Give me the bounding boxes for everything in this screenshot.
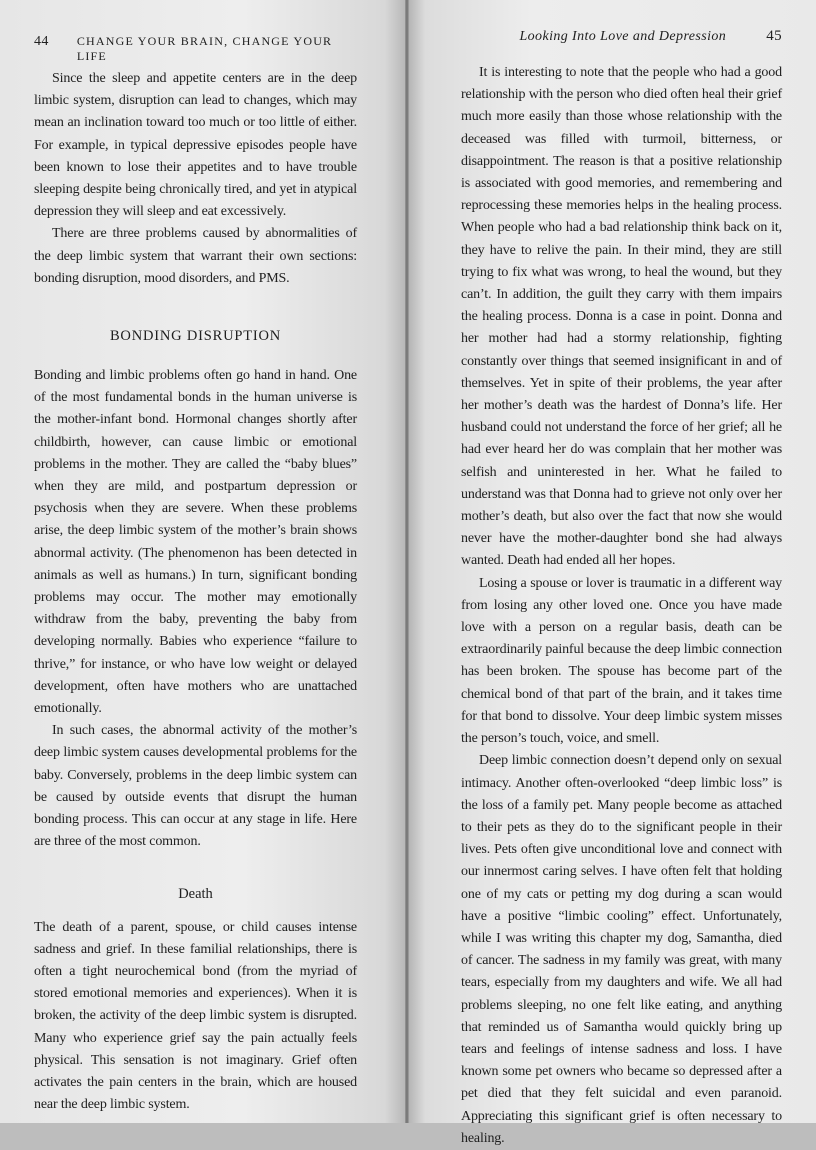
left-running-title: CHANGE YOUR BRAIN, CHANGE YOUR LIFE xyxy=(76,34,333,63)
left-page-number: 44 xyxy=(34,34,49,49)
subsection-heading: Death xyxy=(178,885,213,902)
paragraph: It is interesting to note that the people who had a good relationship with the person who died often heal their grief much more easily than those whose relationship with the deceased was filled with turmoil, bitterness, or disappointment. The reason is that a positive relationship is associated with good memories, and remembering and reprocessing these memories helps in the healing process. When people who had a bad relationship think back on it, they have to relive the pain. In their mind, they are still trying to fix what was wrong, to heal the wound, but they can’t. In addition, the guilt they carry with them impairs the healing process. Donna is a case in point. Donna and her mother had had a stormy relationship, fighting constantly over things that seemed insignificant in and of themselves. Yet in spite of their problems, the year after her mother’s death was the hardest of Donna’s life. Her husband could not understand the force of her grief; all he had ever heard her do was complain that her mother was selfish and uninterested in her. What he failed to understand was that Donna had to grieve not only over her mother’s death, but also over the fact that now she would never have the mother-daughter bond she had always wanted. Death had ended all her hopes. xyxy=(461,65,782,569)
paragraph: There are three problems caused by abnormalities of the deep limbic system that warrant their own sections: bonding disruption, mood disorders, and PMS. xyxy=(34,226,357,286)
paragraph: Bonding and limbic problems often go hand in hand. One of the most fundamental bonds in the human universe is the mother-infant bond. Hormonal changes shortly after childbirth, however, can cause limbic or emotional problems in the mother. They are called the “baby blues” when they are mild, and postpartum depression or psychosis when they are severe. When these problems arise, the deep limbic system of the mother’s brain shows abnormal activity. (The phenomenon has been detected in animals as well as humans.) In turn, significant bonding problems may occur. The mother may emotionally withdraw from the baby, preventing the baby from developing normally. Babies who experience “failure to thrive,” for instance, or who have low weight or delayed development, often have mothers who are unattached emotionally. xyxy=(34,368,357,717)
paragraph: In such cases, the abnormal activity of the mother’s deep limbic system causes developmental problems for the baby. Conversely, problems in the deep limbic system can be caused by outside events that disrupt the human bonding process. This can occur at any stage in life. Here are three of the most common. xyxy=(34,723,357,850)
paragraph: Losing a spouse or lover is traumatic in a different way from losing any other loved one. Once you have made love with a person on a regular basis, death can be extraordinarily painful because the deep limbic connection has been broken. The spouse has become part of the chemical bond of that part of the brain, and it takes time for that bond to dissolve. Your deep limbic system misses the person’s touch, voice, and smell. xyxy=(461,575,782,747)
right-running-title: Looking Into Love and Depression xyxy=(519,29,727,44)
left-page xyxy=(0,0,405,1123)
paragraph: The death of a parent, spouse, or child causes intense sadness and grief. In these familial relationships, there is often a tight neurochemical bond (from the myriad of stored emotional memories and experiences). When it is broken, the activity of the deep limbic system is disrupted. Many who experience grief say the pain actually feels physical. This sensation is not imaginary. Grief often activates the pain centers in the brain, which are housed near the deep limbic system. xyxy=(34,919,357,1113)
right-page xyxy=(409,0,816,1146)
right-page-number: 45 xyxy=(766,28,782,44)
section-heading: BONDING DISRUPTION xyxy=(109,328,282,345)
paragraph: Since the sleep and appetite centers are in the deep limbic system, disruption can lead to changes, which may mean an inclination toward too much or too little of either. For example, in typical depressive episodes people have been known to lose their appetites and to have trouble sleeping despite being chronically tired, and yet in atypical depression they will sleep and eat excessively. xyxy=(34,71,357,220)
right-running-head xyxy=(461,28,782,50)
left-running-head xyxy=(34,34,357,63)
paragraph: Deep limbic connection doesn’t depend only on sexual intimacy. Another often-overlooked “deep limbic loss” is the loss of a family pet. Many people become as attached to their pets as they do to the significant people in their lives. Pets often give unconditional love and connect with our innermost caring selves. I have often felt that holding one of my cats or petting my dog during a scan would have a positive “limbic cooling” effect. Unfortunately, while I was writing this chapter my dog, Samantha, died of cancer. The sadness in my family was great, with many tears, especially from my daughters and wife. We all had problems sleeping, no one felt like eating, and anything that reminded us of Samantha would quickly bring up tears and feelings of intense sadness and loss. I have known some pet owners who became so depressed after a pet died that they felt suicidal and even paranoid. Appreciating this significant grief is often necessary to healing. xyxy=(461,753,782,1146)
